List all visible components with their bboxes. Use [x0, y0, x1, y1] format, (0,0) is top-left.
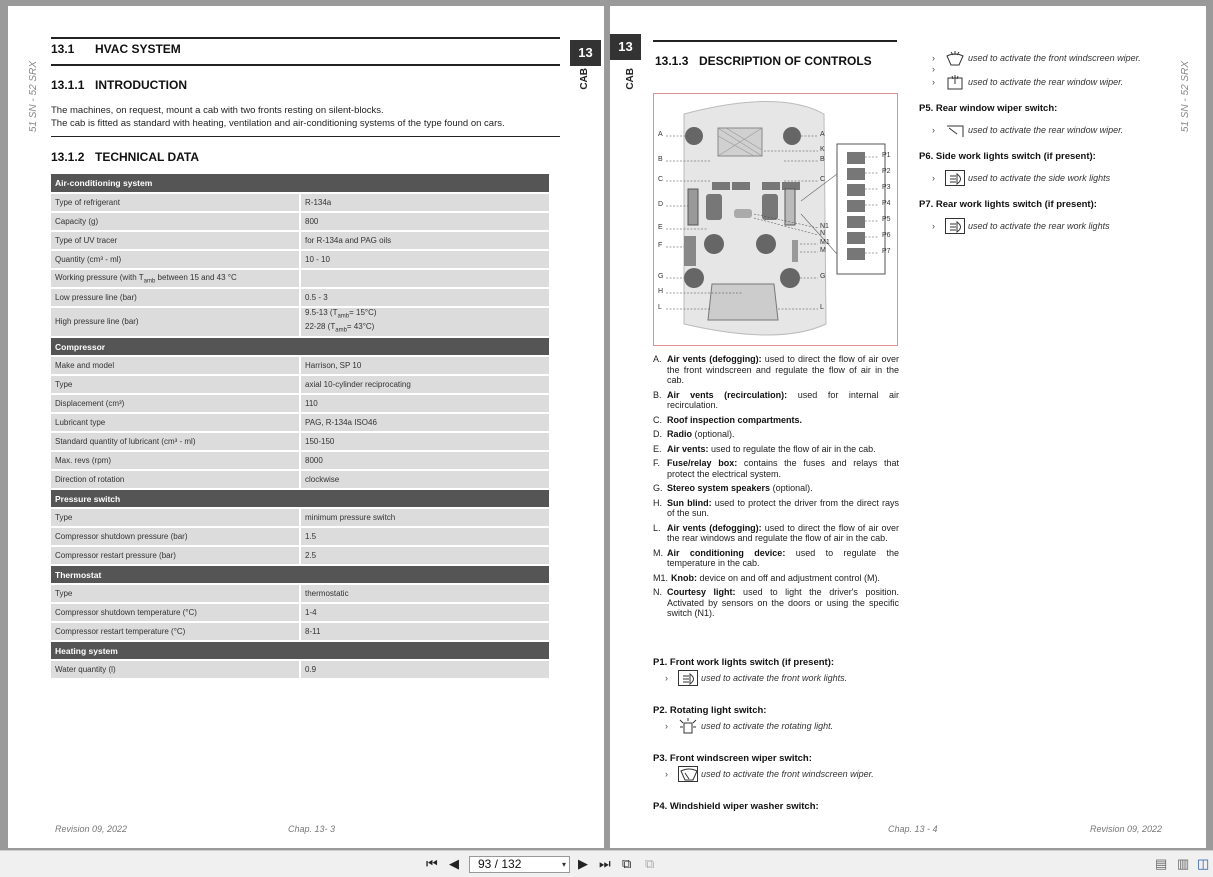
- side-model-label: 51 SN - 52 SRX: [28, 61, 39, 133]
- diagram-label: L: [820, 304, 824, 311]
- table-cell-parameter: Lubricant type: [51, 413, 300, 432]
- single-page-view-icon[interactable]: ▤: [1155, 856, 1168, 871]
- table-cell-value: PAG, R-134a ISO46: [300, 413, 549, 432]
- control-p4-bullet-sep: ›: [932, 64, 935, 74]
- table-cell-value: 8000: [300, 451, 549, 470]
- table-group-header: [51, 489, 549, 508]
- diagram-label: B: [820, 156, 825, 163]
- description-item: N. Courtesy light: used to light the driver's position. Activated by sensors on the doors or using the specific switch (N1).: [653, 587, 899, 618]
- diagram-label: F: [658, 242, 663, 249]
- description-item: D. Radio (optional).: [653, 429, 735, 439]
- table-cell-parameter: Type: [51, 584, 300, 603]
- control-p5-bullet: › used to activate the rear window wiper.: [932, 122, 1123, 138]
- description-item: A. Air vents (defogging): used to direct the flow of air over the front windscreen and regulate the flow of air in the cab.: [653, 354, 899, 385]
- diagram-label: M1: [820, 239, 830, 246]
- viewer-toolbar: [0, 850, 1213, 877]
- table-cell-parameter: Direction of rotation: [51, 470, 300, 489]
- table-cell-parameter: Water quantity (l): [51, 660, 300, 679]
- table-row: [51, 375, 549, 394]
- control-p7-title: P7. Rear work lights switch (if present):: [919, 199, 1097, 210]
- diagram-label: D: [658, 201, 664, 208]
- cab-diagram-image: [654, 94, 897, 345]
- work-light-rear-icon: [945, 218, 965, 234]
- table-cell-value: 800: [300, 212, 549, 231]
- control-p1-title: P1. Front work lights switch (if present):: [653, 657, 835, 668]
- footer-chapter-page: Chap. 13 - 4: [888, 824, 938, 834]
- table-cell-value: R-134a: [300, 193, 549, 212]
- description-item: M. Air conditioning device: used to regulate the temperature in the cab.: [653, 547, 900, 568]
- table-cell-parameter: Compressor restart temperature (°C): [51, 622, 300, 641]
- table-cell-value: minimum pressure switch: [300, 508, 549, 527]
- table-row: [51, 660, 549, 679]
- diagram-label: M: [820, 247, 826, 254]
- table-row: [51, 527, 549, 546]
- copy-pages-icon[interactable]: ⧉: [622, 856, 632, 871]
- section-rule: [51, 136, 560, 137]
- table-cell-parameter: Low pressure line (bar): [51, 288, 300, 307]
- diagram-label: H: [658, 288, 664, 295]
- chapter-label: CAB: [625, 68, 636, 90]
- table-cell-value: for R-134a and PAG oils: [300, 231, 549, 250]
- control-p5-title: P5. Rear window wiper switch:: [919, 103, 1058, 114]
- table-cell-parameter: Make and model: [51, 356, 300, 375]
- table-group-title: Heating system: [51, 641, 549, 660]
- work-light-front-icon: [678, 670, 698, 686]
- table-row: [51, 603, 549, 622]
- control-p3-title: P3. Front windscreen wiper switch:: [653, 753, 812, 764]
- control-p4-bullet-front: › used to activate the front windscreen wiper.: [932, 50, 1141, 66]
- table-row: [51, 432, 549, 451]
- table-cell-value: 0.5 - 3: [300, 288, 549, 307]
- first-page-button[interactable]: ⏮: [426, 856, 438, 871]
- table-group-title: Thermostat: [51, 565, 549, 584]
- diagram-label: G: [658, 273, 664, 280]
- continuous-view-icon[interactable]: ▥: [1177, 856, 1190, 871]
- rear-wiper-icon: [945, 122, 965, 138]
- diagram-label: G: [820, 273, 826, 280]
- table-cell-parameter: Compressor restart pressure (bar): [51, 546, 300, 565]
- chapter-tab: 13: [610, 34, 641, 60]
- table-cell-value: axial 10-cylinder reciprocating: [300, 375, 549, 394]
- table-cell-parameter: Compressor shutdown pressure (bar): [51, 527, 300, 546]
- diagram-label: N1: [820, 223, 829, 230]
- control-p2-title: P2. Rotating light switch:: [653, 705, 767, 716]
- diagram-label: A: [658, 131, 663, 138]
- dropdown-arrow-icon: ▾: [561, 860, 566, 869]
- description-item: C. Roof inspection compartments.: [653, 414, 803, 425]
- table-row: [51, 584, 549, 603]
- description-item: M1. Knob: device on and off and adjustment control (M).: [653, 572, 880, 583]
- right-page: [610, 6, 1206, 848]
- diagram-label: P5: [882, 216, 891, 223]
- diagram-label: P1: [882, 152, 891, 159]
- table-row: [51, 193, 549, 212]
- footer-revision: Revision 09, 2022: [55, 824, 128, 834]
- control-p2-bullet: › used to activate the rotating light.: [665, 718, 833, 734]
- paste-pages-icon[interactable]: ⧉: [645, 856, 655, 871]
- table-group-header: [51, 174, 549, 193]
- footer-revision: Revision 09, 2022: [1090, 824, 1163, 834]
- diagram-label: E: [658, 224, 663, 231]
- table-cell-value: 0.9: [300, 660, 549, 679]
- front-wiper-icon: [678, 766, 698, 782]
- diagram-label: P3: [882, 184, 891, 191]
- rear-washer-icon: [945, 74, 965, 90]
- table-cell-parameter: Capacity (g): [51, 212, 300, 231]
- table-cell-parameter: Type: [51, 508, 300, 527]
- description-item: L. Air vents (defogging): used to direct the flow of air over the rear windows and regulate the flow of air in the cab.: [653, 522, 899, 543]
- table-cell-parameter: Displacement (cm³): [51, 394, 300, 413]
- diagram-label: P6: [882, 232, 891, 239]
- previous-page-button[interactable]: ◀: [449, 856, 459, 871]
- description-item: E. Air vents: used to regulate the flow of air in the cab.: [653, 443, 876, 454]
- diagram-label: C: [820, 176, 826, 183]
- diagram-label: P2: [882, 168, 891, 175]
- description-item: B. Air vents (recirculation): used for internal air recirculation.: [653, 389, 899, 410]
- table-cell-value: 2.5: [300, 546, 549, 565]
- intro-line-1: The machines, on request, mount a cab with two fronts resting on silent-blocks.: [51, 105, 384, 116]
- section-heading-13-1-1: 13.1.1 INTRODUCTION: [51, 78, 187, 92]
- table-row: [51, 288, 549, 307]
- diagram-label: P7: [882, 248, 891, 255]
- description-item: G. Stereo system speakers (optional).: [653, 483, 813, 493]
- front-washer-icon: [945, 50, 965, 66]
- description-item: F. Fuse/relay box: contains the fuses and relays that protect the electrical system.: [653, 458, 899, 479]
- footer-chapter-page: Chap. 13- 3: [288, 824, 336, 834]
- diagram-label: C: [658, 176, 664, 183]
- table-cell-parameter: Max. revs (rpm): [51, 451, 300, 470]
- diagram-label: A: [820, 131, 825, 138]
- table-cell-parameter: Standard quantity of lubricant (cm³ - ml): [51, 432, 300, 451]
- diagram-label: N: [820, 230, 826, 237]
- last-page-button[interactable]: ⏭: [599, 856, 611, 871]
- section-heading-13-1-3: 13.1.3 DESCRIPTION OF CONTROLS: [655, 54, 872, 68]
- table-group-title: Air-conditioning system: [51, 174, 549, 193]
- table-group-header: [51, 641, 549, 660]
- work-light-side-icon: [945, 170, 965, 186]
- table-row: [51, 356, 549, 375]
- table-cell-parameter: Type: [51, 375, 300, 394]
- control-p7-bullet: › used to activate the rear work lights: [932, 218, 1110, 234]
- table-cell-parameter: High pressure line (bar): [51, 307, 300, 337]
- control-p4-title: P4. Windshield wiper washer switch:: [653, 801, 819, 812]
- section-heading-13-1-2: 13.1.2 TECHNICAL DATA: [51, 150, 199, 164]
- table-group-header: [51, 565, 549, 584]
- table-group-title: Compressor: [51, 337, 549, 356]
- table-row: [51, 394, 549, 413]
- table-row: [51, 451, 549, 470]
- table-cell-value: 1.5: [300, 527, 549, 546]
- table-group-title: Pressure switch: [51, 489, 549, 508]
- table-row: [51, 546, 549, 565]
- chapter-tab: 13: [570, 40, 601, 66]
- heading-rule: [653, 40, 897, 42]
- table-cell-parameter: Compressor shutdown temperature (°C): [51, 603, 300, 622]
- left-page: [8, 6, 604, 848]
- table-row: [51, 470, 549, 489]
- table-row: [51, 307, 549, 337]
- table-cell-value: 1-4: [300, 603, 549, 622]
- table-cell-value: clockwise: [300, 470, 549, 489]
- side-model-label: 51 SN - 52 SRX: [1180, 61, 1191, 133]
- two-page-view-icon[interactable]: ◫: [1197, 856, 1210, 871]
- rotating-light-icon: [678, 718, 698, 734]
- table-cell-value: thermostatic: [300, 584, 549, 603]
- diagram-label: L: [658, 304, 662, 311]
- section-heading-13-1: 13.1 HVAC SYSTEM: [51, 42, 181, 56]
- control-p6-bullet: › used to activate the side work lights: [932, 170, 1110, 186]
- table-cell-value: 10 - 10: [300, 250, 549, 269]
- table-cell-parameter: Quantity (cm³ - ml): [51, 250, 300, 269]
- control-p4-bullet-rear: › used to activate the rear window wiper.: [932, 74, 1123, 90]
- next-page-button[interactable]: ▶: [578, 856, 588, 871]
- diagram-label: B: [658, 156, 663, 163]
- technical-data-table: [51, 174, 549, 680]
- table-row: [51, 413, 549, 432]
- controls-description-list: [653, 354, 899, 623]
- table-cell-value: 9.5-13 $(T_{amb}= 15^\circ C)$ 22-28 $(T_{amb}= 43^\circ C)$: [300, 307, 549, 337]
- table-row: [51, 231, 549, 250]
- table-cell-parameter: Type of refrigerant: [51, 193, 300, 212]
- table-row: [51, 250, 549, 269]
- table-cell-parameter: Type of UV tracer: [51, 231, 300, 250]
- diagram-label: K: [820, 146, 825, 153]
- table-cell-parameter: Working pressure (with $T_{amb}$ between 15 and 43 °C: [51, 269, 300, 288]
- description-item: H. Sun blind: used to protect the driver from the direct rays of the sun.: [653, 497, 899, 518]
- page-indicator-select[interactable]: 93 / 132 ▾: [469, 856, 570, 873]
- table-row: [51, 508, 549, 527]
- table-group-header: [51, 337, 549, 356]
- table-cell-value: 150-150: [300, 432, 549, 451]
- table-row: [51, 622, 549, 641]
- control-p3-bullet: › used to activate the front windscreen wiper.: [665, 766, 874, 782]
- chapter-label: CAB: [579, 68, 590, 90]
- table-cell-value: [300, 269, 549, 288]
- table-cell-value: 110: [300, 394, 549, 413]
- table-cell-value: Harrison, SP 10: [300, 356, 549, 375]
- heading-rule: [51, 37, 560, 39]
- diagram-label: P4: [882, 200, 891, 207]
- control-p1-bullet: › used to activate the front work lights.: [665, 670, 847, 686]
- control-p6-title: P6. Side work lights switch (if present):: [919, 151, 1096, 162]
- heading-rule: [51, 64, 560, 66]
- table-cell-value: 8-11: [300, 622, 549, 641]
- cab-controls-diagram: [653, 93, 898, 346]
- table-row: [51, 212, 549, 231]
- intro-line-2: The cab is fitted as standard with heating, ventilation and air-conditioning systems of the type found on cars.: [51, 118, 505, 129]
- table-row: [51, 269, 549, 288]
